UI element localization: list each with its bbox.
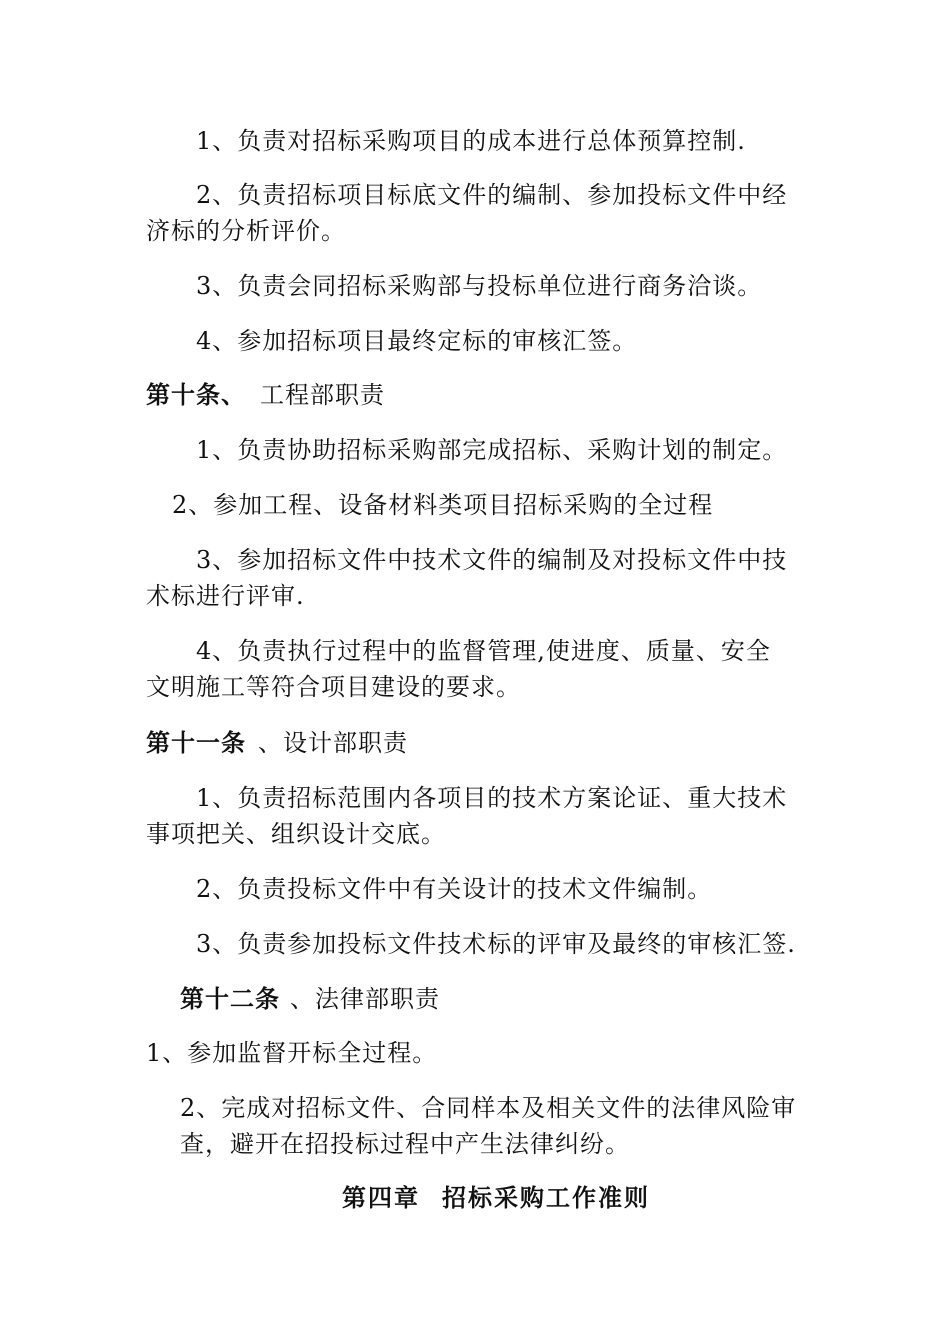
paragraph-line: 1、参加监督开标全过程。 bbox=[146, 1039, 438, 1067]
paragraph-line: 济标的分析评价。 bbox=[146, 217, 346, 245]
paragraph-line: 2、完成对招标文件、合同样本及相关文件的法律风险审 bbox=[180, 1094, 797, 1122]
article-title: 、法律部职责 bbox=[290, 985, 440, 1013]
paragraph-line: 1、负责协助招标采购部完成招标、采购计划的制定。 bbox=[196, 436, 788, 464]
article-title: 、设计部职责 bbox=[258, 729, 408, 757]
paragraph-line: 1、负责招标范围内各项目的技术方案论证、重大技术 bbox=[196, 784, 788, 812]
paragraph-line: 3、负责会同招标采购部与投标单位进行商务洽谈。 bbox=[196, 272, 763, 300]
paragraph-line: 术标进行评审. bbox=[146, 582, 305, 610]
paragraph-line: 3、参加招标文件中技术文件的编制及对投标文件中技 bbox=[196, 546, 788, 574]
paragraph-line: 文明施工等符合项目建设的要求。 bbox=[146, 673, 521, 701]
article-heading: 第十一条 bbox=[146, 728, 246, 757]
paragraph-line: 2、负责投标文件中有关设计的技术文件编制。 bbox=[196, 875, 713, 903]
article-heading: 第十条、 bbox=[146, 380, 246, 409]
chapter-number: 第四章 bbox=[342, 1183, 420, 1212]
article-heading: 第十二条 bbox=[180, 984, 280, 1013]
paragraph-line: 4、参加招标项目最终定标的审核汇签。 bbox=[196, 327, 638, 355]
paragraph-line: 事项把关、组织设计交底。 bbox=[146, 820, 446, 848]
article-title: 工程部职责 bbox=[260, 381, 385, 409]
paragraph-line: 1、负责对招标采购项目的成本进行总体预算控制. bbox=[196, 127, 746, 155]
paragraph-line: 2、参加工程、设备材料类项目招标采购的全过程 bbox=[172, 491, 714, 519]
paragraph-line: 查，避开在招投标过程中产生法律纠纷。 bbox=[180, 1130, 630, 1158]
paragraph-line: 4、负责执行过程中的监督管理,使进度、质量、安全 bbox=[196, 637, 771, 665]
paragraph-line: 2、负责招标项目标底文件的编制、参加投标文件中经 bbox=[196, 181, 788, 209]
paragraph-line: 3、负责参加投标文件技术标的评审及最终的审核汇签. bbox=[196, 930, 796, 958]
chapter-title: 招标采购工作准则 bbox=[442, 1183, 650, 1212]
